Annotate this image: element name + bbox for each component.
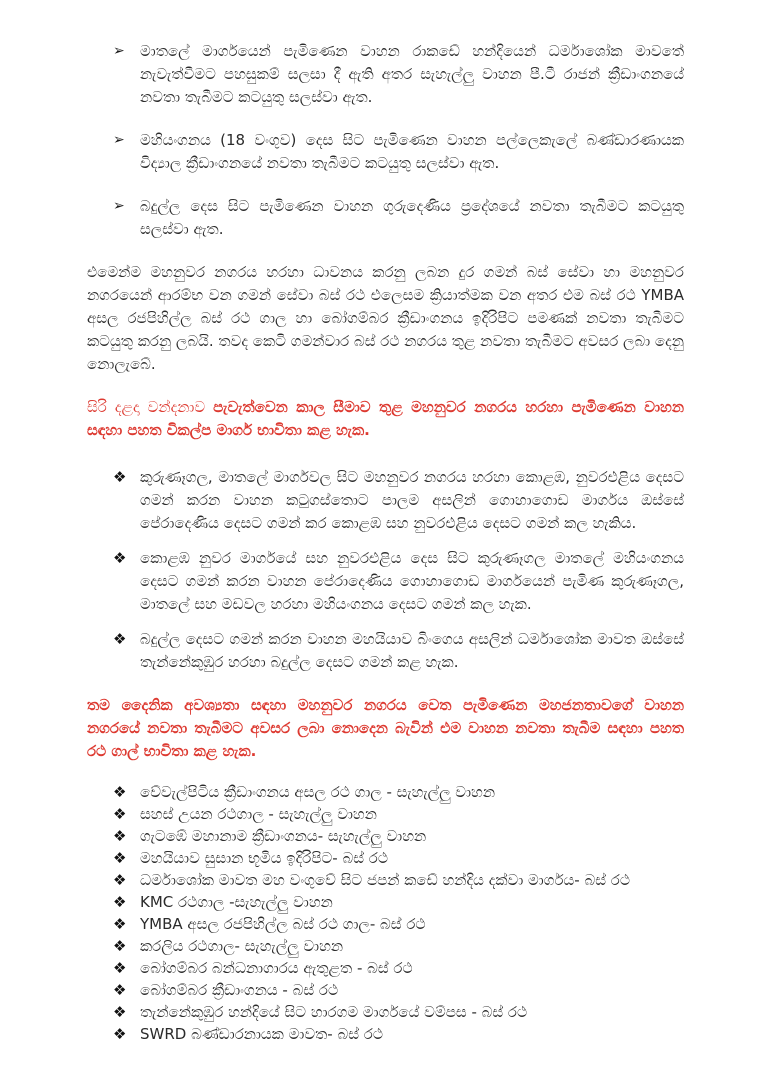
parking-item: [87, 781, 684, 803]
arrow-bullet-icon: ➢: [113, 198, 125, 214]
diamond-bullet-icon: ❖: [113, 468, 127, 486]
parking-item-text: SWRD බණ්ඩාරනායක මාවත- බස් රථ: [140, 1025, 383, 1043]
diamond-bullet-icon: ❖: [113, 1025, 127, 1043]
notice-item-text: මහියංගනය (18 වංගුව) දෙස සිට පැමිණෙන වාහන පල්ලෙකැලේ බණ්ඩාරණායක විද්‍යාල ක්‍රීඩාංගනයේ නවතා තැබීමට කටයුතු සලස්වා ඇත.: [140, 131, 684, 172]
notice-item: [87, 129, 684, 175]
parking-item: [87, 825, 684, 847]
notice-item-text: බදුල්ල දෙස සිට පැමිණෙන වාහන ගුරුදෙණිය ප්‍රදේශයේ නවතා තැබීමට කටයුතු සලස්වා ඇත.: [140, 197, 684, 238]
parking-item-text: බෝගම්බර ක්‍රීඩාංගනය - බස් රථ: [140, 981, 339, 999]
diamond-bullet-icon: ❖: [113, 630, 127, 648]
parking-item: [87, 1023, 684, 1045]
heading-lead-text: සිරි දළදා වන්දනාව: [87, 398, 214, 416]
parking-item: [87, 891, 684, 913]
diamond-bullet-icon: ❖: [113, 549, 127, 567]
notice-item: [87, 195, 684, 241]
parking-item-text: වේවැල්පිටිය ක්‍රීඩාංගනය අසල රථ ගාල - සැහැල්ලු වාහන: [140, 783, 496, 801]
parking-item-text: සහස් උයන රථගාල - සැහැල්ලු වාහන: [140, 805, 377, 823]
parking-item-text: ගැටඹේ මහානාම ක්‍රීඩාංගනය- සැහැල්ලු වාහන: [140, 827, 427, 845]
route-item: [87, 628, 684, 674]
stopping-arrangements-list: [87, 40, 684, 241]
alternative-routes-list: [87, 466, 684, 674]
parking-item-text: තැන්නේකුඹුර හන්දියේ සිට හාරගම මාර්ගයේ වම්පස - බස් රථ: [140, 1003, 528, 1021]
parking-item-text: YMBA අසල රජපිහිල්ල බස් රථ ගාල- බස් රථ: [140, 915, 426, 933]
parking-locations-list: [87, 781, 684, 1045]
route-item-text: කුරුණෑගල, මාතලේ මාර්ගවල සිට මහනුවර නගරය හරහා කොළඹ, නුවරඑළිය දෙසට ගමන් කරන වාහන කටුගස්තොට පාලම අසලින් ගොහාගොඩ මාර්ගය ඔස්සේ පේරාදෙණිය දෙසට ගමන් කර කොළඹ සහ නුවරඑළිය දෙසට ගමන් කල හැකිය.: [140, 468, 684, 532]
parking-item: [87, 803, 684, 825]
route-item: [87, 547, 684, 616]
diamond-bullet-icon: ❖: [113, 827, 127, 845]
parking-item: [87, 935, 684, 957]
parking-notice-paragraph: තම දෛනික අවශ්‍යතා සඳහා මහනුවර නගරය වෙත පැමිණෙන මහජනතාවගේ වාහන නගරයේ නවතා තැබීමට අවසර ලබා නොදෙන බැවින් එම වාහන නවතා තැබීම සඳහා පහත රථ ගාල් භාවිතා කළ හැක.: [87, 696, 684, 760]
diamond-bullet-icon: ❖: [113, 937, 127, 955]
route-item: [87, 466, 684, 535]
alternative-routes-heading: [87, 396, 684, 442]
parking-item: [87, 957, 684, 979]
arrow-bullet-icon: ➢: [113, 132, 125, 148]
diamond-bullet-icon: ❖: [113, 805, 127, 823]
parking-item: [87, 979, 684, 1001]
parking-item-text: බෝගම්බර බන්ධනාගාරය ඇතුළත - බස් රථ: [140, 959, 413, 977]
parking-item: [87, 913, 684, 935]
diamond-bullet-icon: ❖: [113, 915, 127, 933]
diamond-bullet-icon: ❖: [113, 893, 127, 911]
parking-item: [87, 1001, 684, 1023]
parking-item-text: ධර්මාශෝක මාවත මහ වංගුවේ සිට ජපන් කඩේ හන්දිය දක්වා මාර්ගය- බස් රථ: [140, 871, 630, 889]
diamond-bullet-icon: ❖: [113, 1003, 127, 1021]
heading-bold-text: පැවැත්වෙන කාල සීමාව තුළ මහනුවර නගරය හරහා පැමිණෙන වාහන සඳහා පහත විකල්ප මාර්ග භාවිතා කළ හැක.: [87, 398, 684, 439]
diamond-bullet-icon: ❖: [113, 849, 127, 867]
route-item-text: බදුල්ල දෙසට ගමන් කරන වාහන මහයියාව බිංගෙය අසලින් ධර්මාශෝක මාවත ඔස්සේ තැන්නේකුඹුර හරහා බදුල්ල දෙසට ගමන් කළ හැක.: [140, 630, 684, 671]
parking-item: [87, 847, 684, 869]
arrow-bullet-icon: ➢: [113, 43, 125, 59]
bus-services-paragraph: එමෙන්ම මහනුවර නගරය හරහා ධාවනය කරනු ලබන දුර ගමන් බස් සේවා හා මහනුවර නගරයෙන් ආරම්භ වන ගමන් සේවා බස් රථ එලෙසම ක්‍රියාත්මක වන අතර එම බස් රථ YMBA අසල රජපිහිල්ල බස් රථ ගාල හා බෝගම්බර ක්‍රීඩාංගනය ඉදිරිපිට පමණක් නවතා තැබීමට කටයුතු කරනු ලබයි. තවද කෙටි ගමන්වාර බස් රථ නගරය තුළ නවතා තැබීමට අවසර ලබා දෙනු නොලැබේ.: [87, 263, 684, 373]
parking-item-text: මහයියාව සුසාන භූමිය ඉදිරිපිට- බස් රථ: [140, 849, 388, 867]
parking-item-text: KMC රථගාල -සැහැල්ලු වාහන: [140, 893, 333, 911]
parking-item-text: කරලිය රථගාල- සැහැල්ලු වාහන: [140, 937, 344, 955]
parking-item: [87, 869, 684, 891]
diamond-bullet-icon: ❖: [113, 783, 127, 801]
diamond-bullet-icon: ❖: [113, 959, 127, 977]
notice-item: [87, 40, 684, 109]
diamond-bullet-icon: ❖: [113, 871, 127, 889]
notice-item-text: මාතලේ මාර්ගයෙන් පැමිණෙන වාහන රාකඩේ හන්දියෙන් ධර්මාශෝක මාවතේ නැවැත්වීමට පහසුකම් සලසා දී ඇති අතර සැහැල්ලු වාහන පී.ටී රාජන් ක්‍රීඩාංගනයේ නවතා තැබීමට කටයුතු සලස්වා ඇත.: [140, 42, 684, 106]
route-item-text: කොළඹ නුවර මාර්ගයේ සහ නුවරඑළිය දෙස සිට කුරුණෑගල මාතලේ මහියංගනය දෙසට ගමන් කරන වාහන පේරාදෙණිය ගොහාගොඩ මාර්ගයෙන් පැමිණ කුරුණෑගල, මාතලේ සහ මඩවල හරහා මහියංගනය දෙසට ගමන් කල හැක.: [140, 549, 684, 613]
diamond-bullet-icon: ❖: [113, 981, 127, 999]
